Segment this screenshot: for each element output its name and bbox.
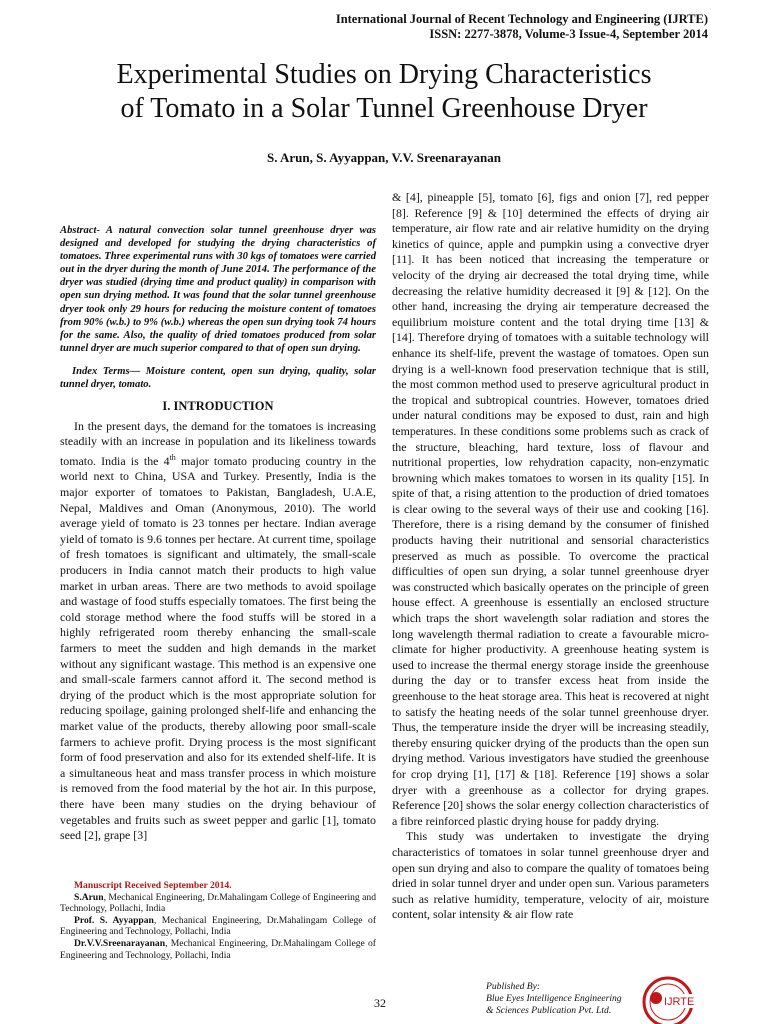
author-list: S. Arun, S. Ayyappan, V.V. Sreenarayanan bbox=[267, 150, 501, 165]
logo-text: IJRTE bbox=[664, 996, 695, 1008]
footnote-author-3-affiliation: , Mechanical Engineering, Dr.Mahalingam College of Engineering and Technology, Pollachi, India bbox=[60, 937, 376, 961]
page-number: 32 bbox=[374, 996, 386, 1010]
logo-dot bbox=[650, 992, 662, 1004]
publisher-line-2: & Sciences Publication Pvt. Ltd. bbox=[486, 1005, 612, 1016]
right-paragraph-2: This study was undertaken to investigate the drying characteristics of tomatoes in solar tunnel greenhouse dryer and open sun drying and also to compare the quality of tomatoes being dried in solar tunnel dryer and under open sun. Various parameters such as relative humidity, temperature, velocity of air, moisture content, solar intensity & air flow rate bbox=[392, 829, 709, 922]
left-column bbox=[60, 224, 376, 844]
title-line-1: Experimental Studies on Drying Characteristics bbox=[116, 59, 652, 90]
publisher-label: Published By: bbox=[486, 981, 541, 992]
intro-paragraph bbox=[60, 419, 376, 844]
manuscript-footnote bbox=[60, 880, 376, 961]
title-line-2: of Tomato in a Solar Tunnel Greenhouse Dryer bbox=[120, 93, 648, 124]
footnote-author-3 bbox=[60, 938, 376, 961]
footnote-author-2 bbox=[60, 915, 376, 938]
paper-title bbox=[0, 58, 768, 126]
footnote-author-1 bbox=[60, 892, 376, 915]
manuscript-received: Manuscript Received September 2014. bbox=[74, 880, 232, 891]
footnote-author-1-affiliation: , Mechanical Engineering, Dr.Mahalingam College of Engineering and Technology, Pollachi, India bbox=[60, 891, 376, 915]
intro-text-b: major tomato producing country in the world next to China, USA and Turkey. Presently, India is the major exporter of tomatoes to Pakistan, Bangladesh, U.A.E, Nepal, Maldives and Oman (Anonymous, 2010). The world average yield of tomato is 23 tonnes per hectare. Indian average yield of tomato is 9.6 tonnes per hectare. At current time, spoilage of fresh tomatoes is significant and ultimately, the small-scale producers in India cannot match their products to high value market in urban areas. There are two methods to avoid spoilage and wastage of food stuffs especially tomatoes. The first being the cold storage method where the food stuffs will be stored in a highly refrigerated room thereby enhancing the small-scale farmers to meet the sudden and high demands in the market without any significant wastage. This method is an expensive one and small-scale farmers cannot afford it. The second method is drying of the product which is the most appropriate solution for reducing spoilage, gaining prolonged shelf-life and enhancing the market value of the products, thereby allowing poor small-scale farmers to achieve profit. Drying process is the most significant form of food preservation and also for its extended shelf-life. It is a simultaneous heat and mass transfer process in which moisture is removed from the food material by the hot air. In this purpose, there have been many studies on the drying behaviour of vegetables and fruits such as sweet pepper and garlic [1], tomato seed [2], grape [3] bbox=[60, 453, 376, 843]
journal-name: International Journal of Recent Technology and Engineering (IJRTE) bbox=[335, 12, 708, 26]
footnote-author-3-name: Dr.V.V.Sreenarayanan bbox=[74, 937, 166, 949]
ijrte-logo bbox=[640, 974, 708, 1024]
right-paragraph-1: & [4], pineapple [5], tomato [6], figs and onion [7], red pepper [8]. Reference [9] & [10] determined the effects of drying air temperature, air flow rate and air relative humidity on the drying kinetics of quince, apple and pumpkin using a convective dryer [11]. It has been noticed that increasing the temperature or velocity of the drying air decreased the total drying time, while decreasing the relative humidity decreased it [9] & [12]. On the other hand, increasing the drying air temperature decreased the equilibrium moisture content and the total drying time [13] & [14]. Therefore drying of tomatoes with a suitable technology will enhance its shelf-life, prevent the wastage of tomatoes. Open sun drying is a well-known food preservation technique that is still, the most common method used to preserve agricultural product in the tropical and subtropical countries. However, tomatoes dried under natural conditions may be exposed to dust, rain and high temperatures. In these conditions some problems such as crack of the structure, bleaching, hard texture, loss of flavour and nutritional properties, low rehydration capacity, non-enzymatic browning which makes tomatoes to worsen in its quality [15]. In spite of that, a rising attention to the production of dried tomatoes is clear owing to the several ways of their use and cooking [16]. Therefore, there is a rising demand by the consumer of finished products having their nutritional and sensorial characteristics preserved as much as possible. To overcome the practical difficulties of open sun drying, a solar tunnel greenhouse dryer was constructed which basically operates on the principle of green house effect. A greenhouse is essentially an enclosed structure which traps the short wavelength solar radiation and stores the long wavelength thermal radiation to create a favourable micro-climate for higher productivity. A greenhouse heating system is used to increase the thermal energy storage inside the greenhouse during the day or to transfer excess heat from inside the greenhouse to the heat storage area. This heat is recovered at night to satisfy the heating needs of the solar tunnel greenhouse dryer. Thus, the temperature inside the dryer will be increasing steadily, thereby ensuring quicker drying of the products than the open sun drying method. Various investigators have studied the greenhouse for crop drying [1], [17] & [18]. Reference [19] shows a solar dryer with a greenhouse as a collector for drying grapes. Reference [20] shows the solar energy collection characteristics of a fibre reinforced plastic drying house for paddy drying. bbox=[392, 190, 709, 828]
footnote-author-1-name: S.Arun bbox=[74, 891, 104, 903]
right-column bbox=[392, 190, 709, 923]
index-terms: Index Terms— Moisture content, open sun drying, quality, solar tunnel dryer, tomato. bbox=[60, 365, 376, 391]
publisher-info bbox=[486, 981, 622, 1017]
footnote-author-2-name: Prof. S. Ayyappan bbox=[74, 914, 154, 926]
superscript-th: th bbox=[169, 452, 176, 462]
journal-issn: ISSN: 2277-3878, Volume-3 Issue-4, September 2014 bbox=[429, 27, 708, 41]
journal-header bbox=[336, 12, 708, 42]
publisher-line-1: Blue Eyes Intelligence Engineering bbox=[486, 993, 622, 1004]
section-heading-introduction: I. INTRODUCTION bbox=[162, 399, 274, 414]
intro-text-a: In the present days, the demand for the tomatoes is increasing steadily with an increase in population and its likeliness towards tomato. India is the 4 bbox=[60, 418, 376, 468]
footnote-author-2-affiliation: , Mechanical Engineering, Dr.Mahalingam College of Engineering and Technology, Pollachi, India bbox=[60, 914, 377, 938]
abstract: Abstract- A natural convection solar tunnel greenhouse dryer was designed and developed for studying the drying characteristics of tomatoes. Three experimental runs with 30 kgs of tomatoes were carried out in the dryer during the month of June 2014. The performance of the dryer was studied (drying time and product quality) in comparison with open sun drying method. It was found that the solar tunnel greenhouse dryer took only 29 hours for reducing the moisture content of tomatoes from 90% (w.b.) to 9% (w.b.) whereas the open sun drying took 74 hours for the same. Also, the quality of dried tomatoes produced from solar tunnel dryer are much superior compared to that of open sun drying. bbox=[60, 225, 376, 354]
